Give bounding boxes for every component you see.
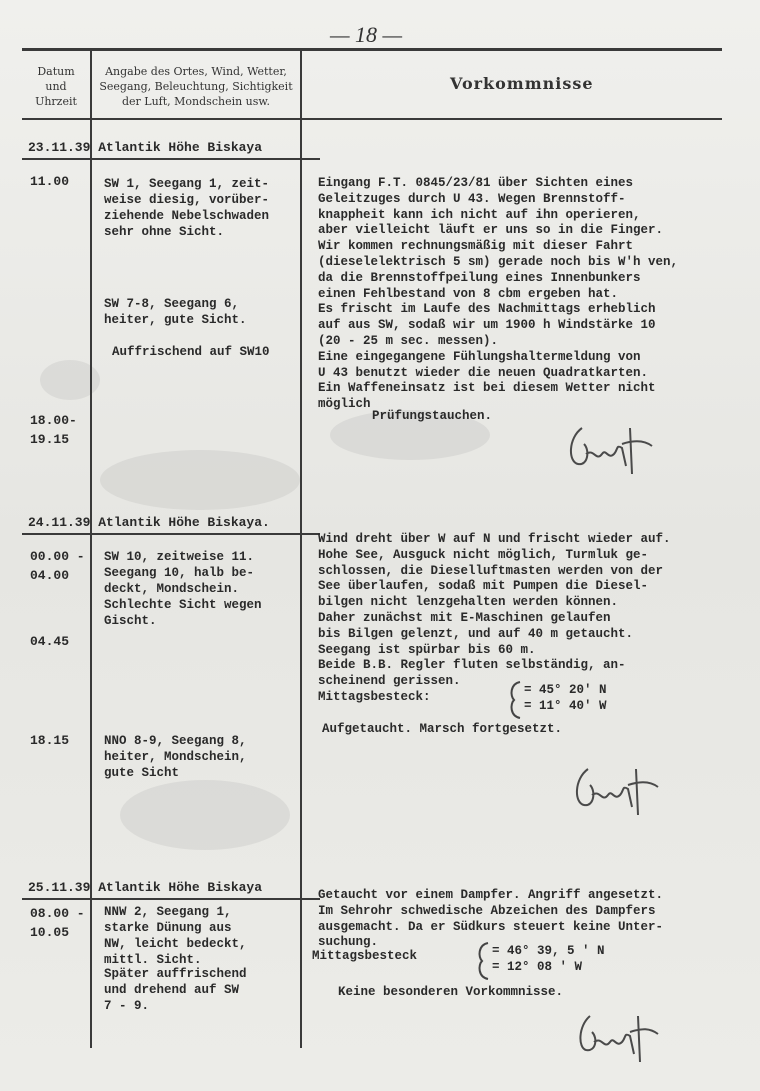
position-label: Mittagsbesteck: [318,690,431,704]
header-conditions: Angabe des Ortes, Wind, Wetter, Seegang, Beleuchtung, Sichtigkeit der Luft, Mondschein usw. [99,65,293,108]
position-brace [472,941,492,981]
page-number: — 18 — [330,22,403,47]
date-heading: 25.11.39 Atlantik Höhe Biskaya [28,880,263,895]
date-heading: 23.11.39 Atlantik Höhe Biskaya [28,140,263,155]
event-text: Keine besonderen Vorkommnisse. [338,985,564,999]
paper-stain [100,450,300,510]
header-bottom-rule [22,118,722,120]
position-brace [504,680,524,720]
signature [560,410,670,480]
weather-conditions: Später auffrischend und drehend auf SW 7 - 9. [104,967,247,1013]
weather-conditions: SW 10, zeitweise 11. Seegang 10, halb be- deckt, Mondschein. Schlechte Sicht wegen Gischt. [104,550,262,628]
entry-time: 11.00 [30,174,70,189]
date-underline [22,158,320,160]
date-heading: 24.11.39 Atlantik Höhe Biskaya. [28,515,270,530]
event-text: Getaucht vor einem Dampfer. Angriff angesetzt. Im Sehrohr schwedische Abzeichen des Dampfers ausgemacht. Da er Südkurs steuert keine Unter- suchung. [318,888,664,950]
position-latitude: = 46° 39, 5 ' N [492,944,605,958]
event-text: Wind dreht über W auf N und frischt wieder auf. Hohe See, Ausguck nicht möglich, Turmluk ge- schlossen, die Dieselluftmasten werden von der See überlaufen, sodaß mit Pumpen die Diesel- bilgen nicht lenzgehalten werden können. Daher zunächst mit E-Maschinen gelaufen bis Bilgen gelenzt, und auf 40 m getaucht. Seegang ist spürbar bis 60 m. Beide B.B. Regler fluten selbständig, an- scheinend gerissen. [318,532,671,689]
entry-time: 04.45 [30,634,70,649]
date-underline [22,533,320,535]
event-text: Eingang F.T. 0845/23/81 über Sichten eines Geleitzuges durch U 43. Wegen Brennstoff- knappheit kann ich nicht auf ihn operieren, aber vielleicht läuft er uns so in die Finger. Wir kommen rechnungsmäßig mit dieser Fahrt (dieselelektrisch 5 sm) gerade noch bis W'h ven, da die Brennstoffpeilung eines Innenbunkers einen Fehlbestand von 8 cbm ergeben hat. Es frischt im Laufe des Nachmittags erheblich auf aus SW, sodaß wir um 1900 h Windstärke 10 (20 - 25 m sec. messen). Eine eingegangene Fühlungshaltermeldung von U 43 benutzt wieder die neuen Quadratkarten. Ein Waffeneinsatz ist bei diesem Wetter nicht möglich [318,176,679,412]
entry-time: 18.15 [30,733,70,748]
entry-time: 08.00 - 10.05 [30,906,85,940]
position-label: Mittagsbesteck [312,949,418,963]
signature [570,1004,670,1070]
table-top-rule [22,48,722,51]
position-longitude: = 11° 40' W [524,699,607,713]
weather-conditions: SW 1, Seegang 1, zeit- weise diesig, vorüber- ziehende Nebelschwaden sehr ohne Sicht. [104,177,270,239]
entry-time: 18.00- 19.15 [30,413,77,447]
paper-stain [120,780,290,850]
entry-time: 00.00 - 04.00 [30,549,85,583]
weather-conditions: SW 7-8, Seegang 6, heiter, gute Sicht. [104,297,247,327]
weather-conditions: NNW 2, Seegang 1, starke Dünung aus NW, leicht bedeckt, mittl. Sicht. [104,905,247,967]
header-date: Datum und Uhrzeit [35,65,77,108]
weather-conditions: NNO 8-9, Seegang 8, heiter, Mondschein, gute Sicht [104,734,247,780]
date-underline [22,898,320,900]
signature [566,755,676,825]
event-text: Aufgetaucht. Marsch fortgesetzt. [322,722,563,736]
weather-conditions: Auffrischend auf SW10 [112,345,270,359]
position-latitude: = 45° 20' N [524,683,607,697]
position-longitude: = 12° 08 ' W [492,960,583,974]
event-text: Prüfungstauchen. [372,409,493,423]
header-events: Vorkommnisse [450,74,594,93]
